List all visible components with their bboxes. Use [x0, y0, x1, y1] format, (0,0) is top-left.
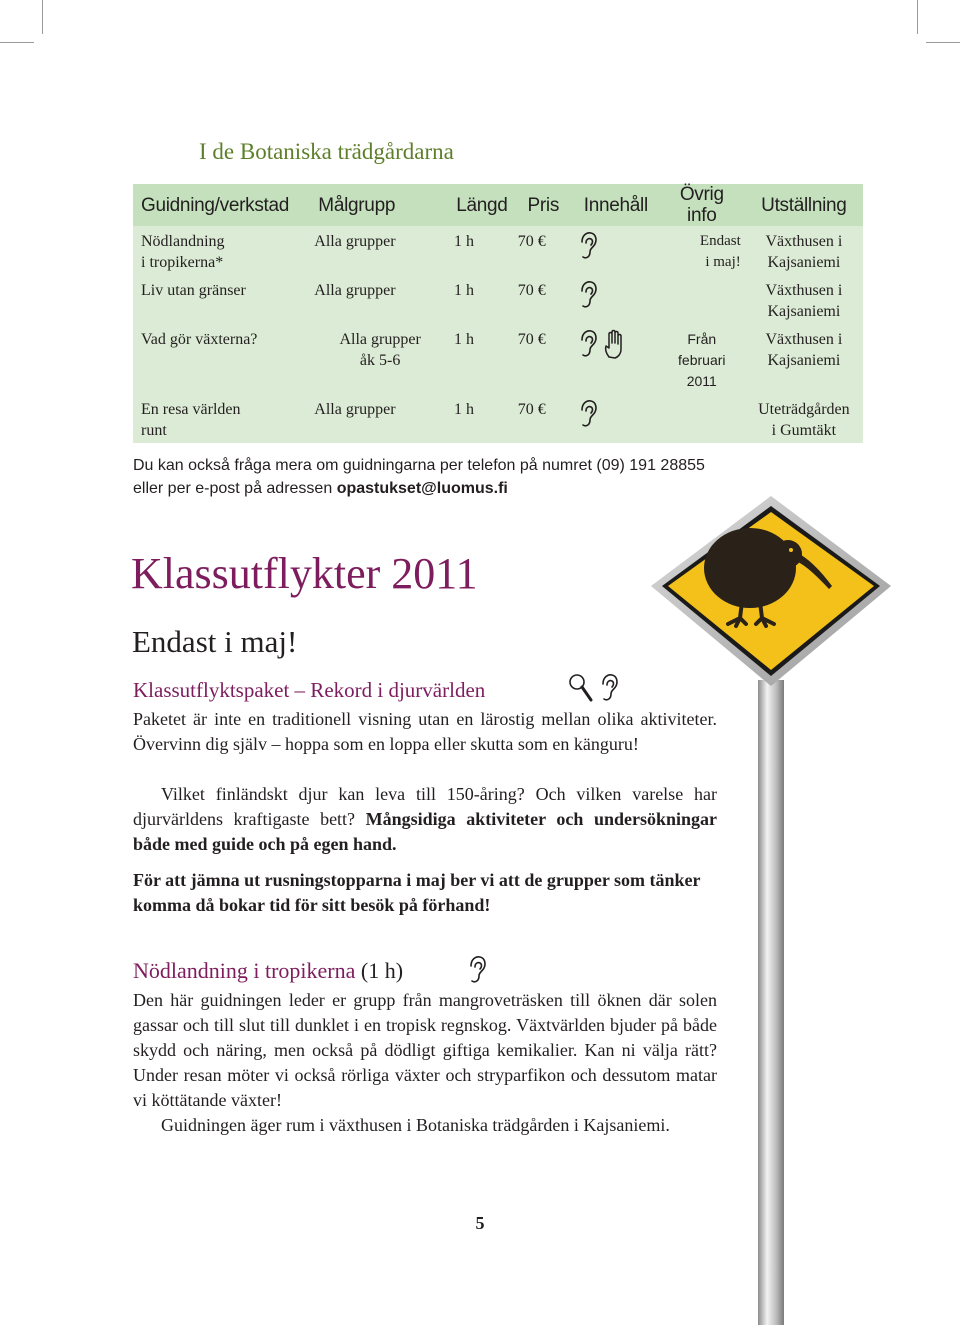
cell-length: 1 h: [453, 401, 474, 418]
cell-text: Växthusen i: [765, 282, 843, 299]
table-header-row: [133, 184, 863, 226]
cell-text: Endast: [699, 233, 741, 249]
tour-heading: [133, 958, 403, 984]
cell-group: [310, 324, 450, 394]
crop-mark: [0, 42, 34, 43]
cell-info: [659, 275, 745, 324]
cell-venue: [745, 226, 863, 275]
cell-text: Liv utan gränser: [141, 282, 246, 299]
contact-text: Du kan också fråga mera om guidningarna per telefon på numret (09) 191 28855 eller per e-post på adressen: [133, 457, 705, 497]
cell-text: En resa världen: [141, 401, 241, 418]
cell-venue: [745, 394, 863, 443]
cell-text: Växthusen i: [765, 233, 843, 250]
hand-icon: [603, 329, 629, 359]
table-row: [133, 394, 863, 443]
ear-icon: [598, 672, 620, 704]
paragraph-bold-text: Mångsidiga aktiviteter och undersökningar både med guide och på egen hand.: [133, 809, 717, 854]
tour-title: Nödlandning i tropikerna: [133, 958, 356, 983]
cell-text: 2011: [686, 373, 717, 389]
col-header: Utställning: [745, 184, 863, 226]
paragraph-text: Vilket finländskt djur kan leva till 150-åring? Och vilken varelse har djurvärldens kraftigaste bett?: [133, 784, 717, 829]
cell-name: [133, 226, 310, 275]
cell-text: i maj!: [705, 254, 741, 270]
sign-pole: [758, 680, 784, 1325]
col-header: Pris: [514, 184, 573, 226]
sub-title: Endast i maj!: [132, 624, 298, 659]
cell-group: [310, 226, 450, 275]
cell-text: åk 5-6: [359, 352, 401, 369]
cell-text: Alla grupper: [339, 331, 421, 348]
cell-length: 1 h: [453, 282, 474, 299]
crop-mark: [926, 42, 960, 43]
cell-text: Vad gör växterna?: [141, 331, 258, 348]
ear-icon: [577, 231, 599, 261]
cell-text: Växthusen i: [765, 331, 843, 348]
section-title: I de Botaniska trädgårdarna: [199, 139, 454, 164]
main-title: Klassutflykter 2011: [131, 549, 478, 598]
guide-table: [133, 184, 863, 443]
ear-icon: [577, 280, 599, 310]
table-row: [133, 324, 863, 394]
cell-text: i tropikerna*: [141, 254, 224, 271]
cell-info: [659, 324, 745, 394]
cell-length: 1 h: [453, 233, 474, 250]
tour-paragraph: [133, 1113, 717, 1138]
email-link[interactable]: opastukset@luomus.fi: [336, 480, 508, 497]
ear-icon: [577, 399, 599, 429]
cell-content: [573, 275, 659, 324]
cell-venue: [745, 324, 863, 394]
col-header: Övrig info: [659, 184, 745, 226]
ear-icon: [577, 329, 599, 359]
cell-venue: [745, 275, 863, 324]
package-icons: [566, 672, 620, 709]
cell-name: [133, 394, 310, 443]
cell-content: [573, 226, 659, 275]
package-paragraph: Paketet är inte en traditionell visning utan en lärostig mellan olika aktiviteter. Övervinn dig själv – hoppa som en loppa eller skutta som en känguru!: [133, 709, 717, 754]
cell-text: Kajsaniemi: [767, 303, 841, 320]
cell-text: Från februari: [678, 331, 726, 368]
cell-text: i Gumtäkt: [771, 422, 837, 439]
package-paragraph: [133, 782, 717, 857]
cell-content: [573, 324, 659, 394]
cell-text: runt: [141, 422, 167, 439]
table-row: [133, 226, 863, 275]
paragraph-text: Guidningen äger rum i växthusen i Botaniska trädgården i Kajsaniemi.: [161, 1115, 670, 1135]
col-header: Guidning/verkstad: [133, 184, 310, 226]
page-number: 5: [475, 1213, 485, 1233]
cell-name: [133, 275, 310, 324]
tour-paragraph: Den här guidningen leder er grupp från mangroveträsken till öknen där solen gassar och till slut till dunklet i en tropisk regnskog. Växtvärlden bjuder på både skydd och näring, men också på dödligt giftiga kemikalier. Kan ni välja rätt? Under resan möter vi också rörliga växter och stryparfikon och dessutom matar vi köttätande växter!: [133, 990, 717, 1110]
cell-price: 70 €: [517, 331, 546, 348]
tour-duration: (1 h): [360, 958, 404, 983]
cell-text: Alla grupper: [314, 401, 396, 418]
col-header: Målgrupp: [310, 184, 450, 226]
cell-text: Uteträdgården: [758, 401, 850, 418]
crop-mark: [42, 0, 43, 34]
cell-length: 1 h: [453, 331, 474, 348]
col-header: Längd: [450, 184, 514, 226]
table-row: [133, 275, 863, 324]
ear-icon: [466, 954, 488, 986]
cell-text: Alla grupper: [314, 282, 396, 299]
cell-price: 70 €: [517, 282, 546, 299]
booking-note: För att jämna ut rusningstopparna i maj ber vi att de grupper som tänker komma då bokar tid för sitt besök på förhand!: [133, 870, 701, 915]
magnifier-icon: [566, 672, 594, 704]
cell-text: Alla grupper: [314, 233, 396, 250]
cell-group: [310, 275, 450, 324]
crop-mark: [917, 0, 918, 34]
cell-text: Kajsaniemi: [767, 254, 841, 271]
cell-text: Kajsaniemi: [767, 352, 841, 369]
col-header: Innehåll: [573, 184, 659, 226]
cell-text: Nödlandning: [141, 233, 225, 250]
kiwi-sign-illustration: [650, 490, 910, 1325]
cell-name: [133, 324, 310, 394]
cell-info: [659, 226, 745, 275]
contact-info: [133, 454, 713, 500]
cell-price: 70 €: [517, 401, 546, 418]
tour-icons: [466, 954, 488, 991]
cell-group: [310, 394, 450, 443]
cell-content: [573, 394, 659, 443]
cell-price: 70 €: [517, 233, 546, 250]
cell-info: [659, 394, 745, 443]
package-heading: Klassutflyktspaket – Rekord i djurvärlden: [133, 678, 486, 702]
